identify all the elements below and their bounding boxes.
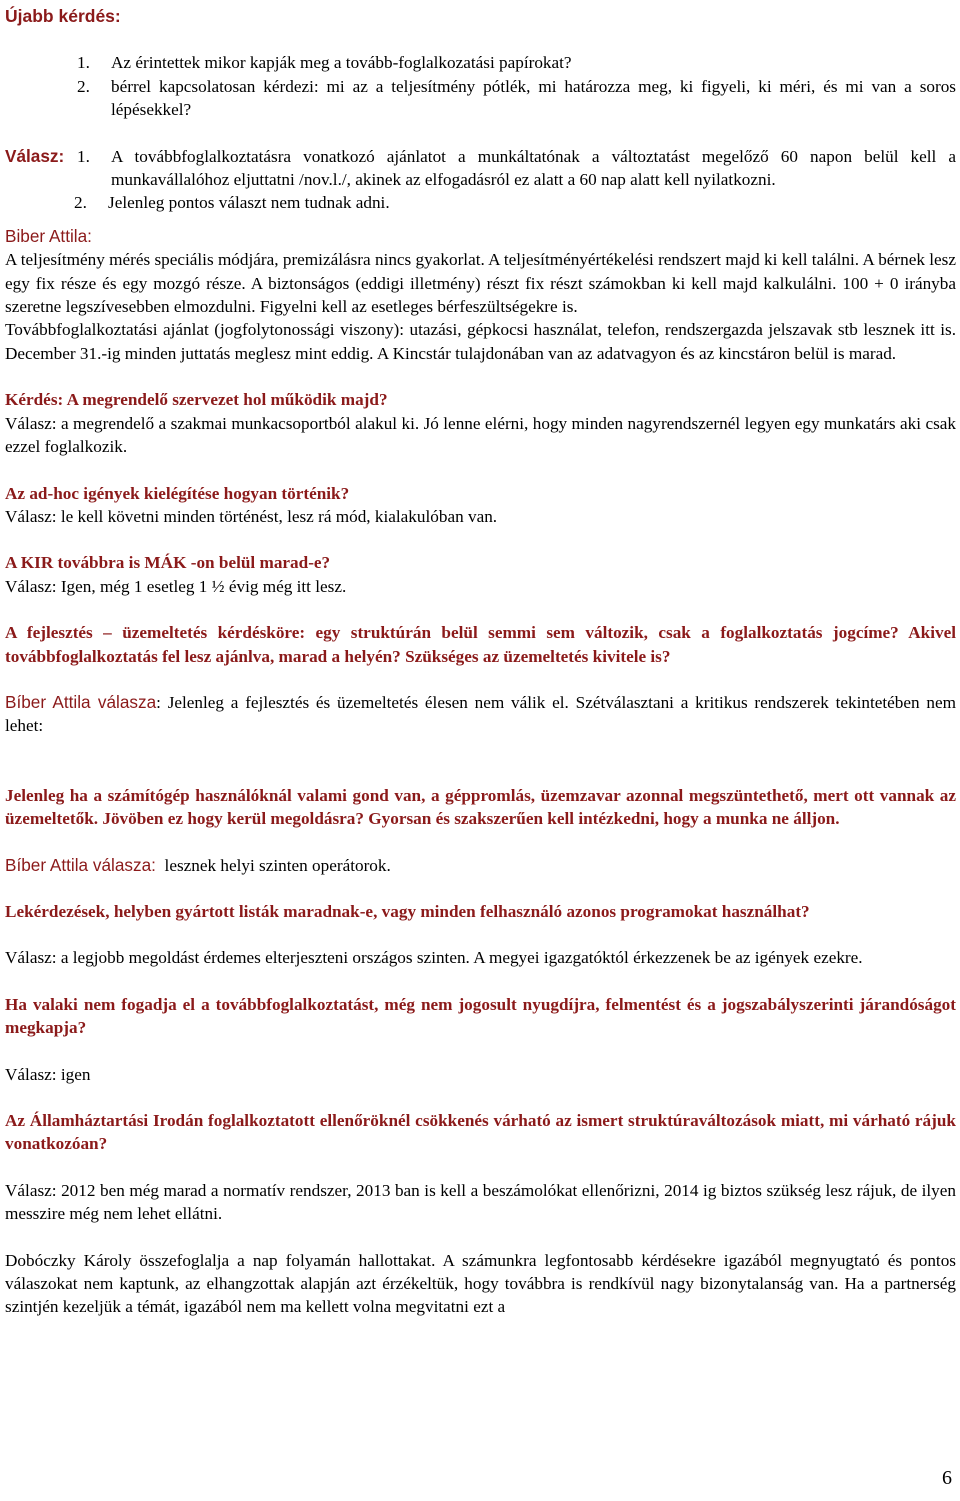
- paragraph: Válasz: 2012 ben még marad a normatív rendszer, 2013 ban is kell a beszámolókat ellenőrizni, 2014 ig biztos szükség lesz rájuk, de ilyen messzire még nem lehet ellátni.: [5, 1180, 956, 1224]
- answer-label: Válasz:: [5, 145, 65, 166]
- answer-text: A továbbfoglalkoztatásra vonatkozó ajánlatot a munkáltatónak a változtatást megelőző 60 napon belül kell a munkavállalóhoz eljuttatni /nov.l./, akinek az elfogadásról ez alatt a 60 nap alatt kell nyilatkozni.: [111, 146, 956, 190]
- question-item: [77, 51, 956, 74]
- paragraph: A teljesítmény mérés speciális módjára, premizálásra nincs gyakorlat. A teljesítményértékelési rendszert majd ki kell találni. A bérnek lesz egy fix része és egy mozgó része. A biztonságos (eddigi illetmény) részt fix részt számokban ki kell majd kalkulálni. 100 + 0 irányba szeretne legszívesebben elmozdulni. Figyelni kell az esetleges bérfeszültségekre is.: [5, 250, 956, 317]
- paragraph: Válasz: a megrendelő a szakmai munkacsoportból alakul ki. Jó lenne elérni, hogy minden nagyrendszernél legyen egy munkatárs aki csak ezzel foglalkozik.: [5, 413, 956, 457]
- paragraph: Válasz: Igen, még 1 esetleg 1 ½ évig még itt lesz.: [5, 576, 347, 596]
- question-heading: Kérdés: A megrendelő szervezet hol működik majd?: [5, 390, 388, 410]
- list-number: 2.: [77, 76, 90, 96]
- question-heading: Az Államháztartási Irodán foglalkoztatott ellenőröknél csökkenés várható az ismert struktúraváltozások miatt, mi várható rájuk vonatkozóan?: [5, 1111, 956, 1154]
- page-number: 6: [942, 1467, 952, 1489]
- question-text: bérrel kapcsolatosan kérdezi: mi az a teljesítmény pótlék, mi határozza meg, ki figyeli, ki méri, és mi van a soros lépésekkel?: [111, 76, 956, 120]
- speaker-label: Biber Attila:: [5, 225, 92, 246]
- document-page: [5, 5, 956, 1319]
- question-heading: A KIR továbbra is MÁK -on belül marad-e?: [5, 553, 331, 573]
- paragraph: Válasz: a legjobb megoldást érdemes elterjeszteni országos szinten. A megyei igazgatóktól érkezzenek be az igények ezekre.: [5, 948, 863, 968]
- answer-text: lesznek helyi szinten operátorok.: [155, 855, 391, 875]
- answer-text: Jelenleg pontos választ nem tudnak adni.: [108, 193, 390, 213]
- section-title: Újabb kérdés:: [5, 6, 121, 26]
- question-heading: A fejlesztés – üzemeltetés kérdésköre: egy struktúrán belül semmi sem változik, csak a foglalkoztatás jogcíme? Akivel továbbfoglalkoztatás fel lesz ajánlva, marad a helyén? Szükséges az üzemeltetés kivitele is?: [5, 623, 956, 666]
- question-text: Az érintettek mikor kapják meg a tovább-foglalkozatási papírokat?: [111, 53, 572, 73]
- paragraph: Dobóczky Károly összefoglalja a nap folyamán hallottakat. A számunkra legfontosabb kérdésekre igazából megnyugtató és pontos válaszokat nem kaptunk, az elhangzottak alapján azt érzékeltük, hogy továbbra is rendkívül nagy bizonytalanság van. Ha a partnerség szintjén kezeljük a témát, igazából nem ma kellett volna megvitatni ezt a: [5, 1250, 956, 1317]
- list-number: 1.: [77, 146, 90, 166]
- question-list: [77, 51, 956, 121]
- speaker-label: Bíber Attila válasza: [5, 691, 157, 712]
- answer-block: [5, 145, 956, 215]
- paragraph: Továbbfoglalkoztatási ajánlat (jogfolytonossági viszony): utazási, gépkocsi használat, telefon, rendszergazda jelszavak stb lesznek itt is. December 31.-ig minden juttatás meglesz mint eddig. A Kincstár tulajdonában van az adatvagyon és az kincstáron belül is marad.: [5, 320, 956, 363]
- question-heading: Lekérdezések, helyben gyártott listák maradnak-e, vagy minden felhasználó azonos programokat használhat?: [5, 901, 810, 921]
- answer-text: : Jelenleg a fejlesztés és üzemeltetés élesen nem válik el. Szétválasztani a kritikus rendszerek tekintetében nem lehet:: [5, 692, 956, 736]
- question-heading: Az ad-hoc igények kielégítése hogyan történik?: [5, 483, 350, 503]
- paragraph: [5, 854, 956, 877]
- paragraph: Válasz: le kell követni minden történést, lesz rá mód, kialakulóban van.: [5, 506, 498, 526]
- paragraph: [5, 691, 956, 738]
- paragraph: Válasz: igen: [5, 1064, 91, 1084]
- question-item: [77, 75, 956, 122]
- list-number: 1.: [77, 53, 90, 73]
- speaker-label: Bíber Attila válasza:: [5, 854, 156, 875]
- answer-item: [74, 191, 956, 214]
- question-heading: Jelenleg ha a számítógép használóknál valami gond van, a géppromlás, üzemzavar azonnal megszüntethető, mert ott vannak az üzemeltetők. Jövöben ez hogy kerül megoldásra? Gyorsan és szakszerűen kell intézkedni, hogy a munka ne álljon.: [5, 785, 956, 829]
- answer-item: [77, 145, 956, 192]
- question-heading: Ha valaki nem fogadja el a továbbfoglalkoztatást, még nem jogosult nyugdíjra, felmentést és a jogszabályszerinti járandóságot megkapja?: [5, 994, 956, 1038]
- list-number: 2.: [74, 193, 87, 213]
